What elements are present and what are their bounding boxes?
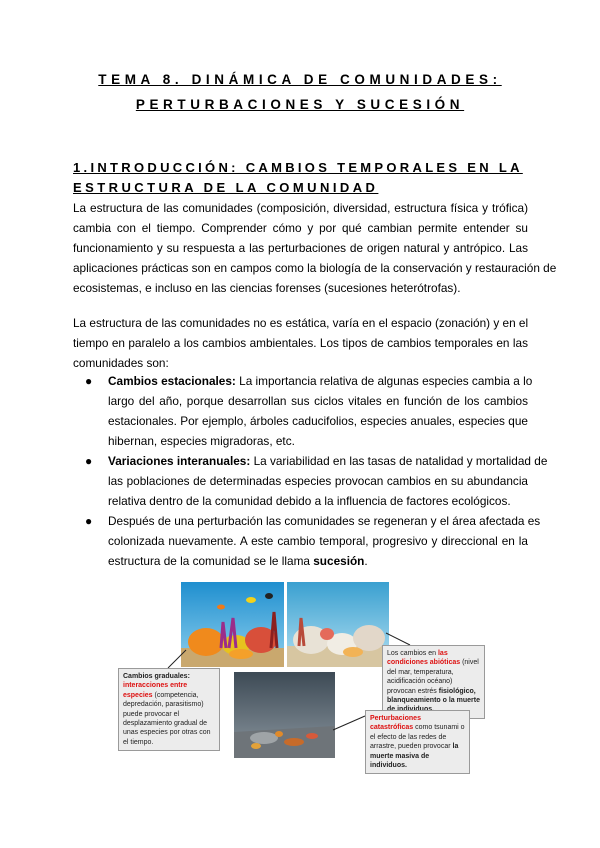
callout-text: (competencia, depredación, parasitismo) puede provocar el desplazamiento gradual de unas especies por otras con el tiempo. (123, 691, 211, 746)
paragraph-line: La estructura de las comunidades (composición, diversidad, estructura física y trófica) (73, 201, 528, 215)
section-heading-line2: ESTRUCTURA DE LA COMUNIDAD (73, 180, 379, 195)
succession-term: sucesión (313, 554, 365, 568)
document-title-line1: TEMA 8. DINÁMICA DE COMUNIDADES: (98, 72, 502, 87)
bullet-text: las poblaciones de determinadas especies provocan cambios en su abundancia (108, 474, 528, 488)
bullet-icon: ● (85, 454, 93, 468)
callout-text: como tsunami o el efecto de las redes de arrastre, pueden provocar (370, 724, 465, 751)
callout-text: (nivel del mar, temperatura, acidificación océano) provocan estrés (387, 659, 479, 695)
bullet-icon: ● (85, 514, 93, 528)
paragraph-line: La estructura de las comunidades no es estática, varía en el espacio (zonación) y en el (73, 316, 529, 330)
bullet-text: colonizada nuevamente. A este cambio temporal, progresivo y direccional en la (108, 534, 528, 548)
bullet-text: relativa dentro de la comunidad debido a la influencia de factores ecológicos. (108, 494, 511, 508)
callout-highlight: interacciones entre especies (123, 682, 188, 699)
paragraph-line: funcionamiento y su respuesta a las perturbaciones de origen natural y antrópico. Las (73, 241, 528, 255)
callout-emphasis: fisiológico, blanqueamiento o la muerte (387, 687, 480, 705)
bullet-text: La variabilidad en las tasas de natalidad y mortalidad de (250, 454, 548, 468)
bullet-term: Cambios estacionales: (108, 374, 236, 388)
bullet-term: Variaciones interanuales: (108, 454, 251, 468)
bullet-text: estructura de la comunidad se le llama (108, 554, 314, 568)
section-heading-line1: 1.INTRODUCCIÓN: CAMBIOS TEMPORALES EN LA (73, 160, 523, 175)
paragraph-line: cambia con el tiempo. Comprender cómo y por qué cambian permite entender su (73, 221, 528, 235)
right-top-connector-line (386, 633, 410, 645)
bullet-icon: ● (85, 374, 93, 388)
abiotic-changes-callout (382, 645, 485, 719)
bullet-text: estacionales. Por ejemplo, árboles caducifolios, especies anuales, especies que (108, 414, 528, 428)
paragraph-line: tiempo en paralelo a los cambios ambientales. Los tipos de cambios temporales en las (73, 336, 528, 350)
document-title-line2: PERTURBACIONES Y SUCESIÓN (135, 97, 465, 112)
callout-emphasis: la muerte masiva de individuos. (370, 743, 459, 770)
callout-text: Los cambios en (387, 650, 438, 657)
bullet-text: La importancia relativa de algunas especies cambia a lo (235, 374, 533, 388)
paragraph-line: ecosistemas, e incluso en las ciencias forenses (sucesiones heterótrofas). (73, 281, 461, 295)
bullet-text: Después de una perturbación las comunidades se regeneran y el área afectada es (108, 514, 541, 528)
bullet-text: hibernan, especies migradoras, etc. (108, 434, 295, 448)
paragraph-line: aplicaciones prácticas son en campos como la biología de la conservación y restauración de (73, 261, 557, 275)
gradual-changes-callout (118, 668, 220, 751)
paragraph-line: comunidades son: (73, 356, 169, 370)
right-bottom-connector-line (333, 716, 365, 730)
catastrophic-callout (365, 710, 470, 774)
callout-highlight: las condiciones abióticas (387, 650, 461, 667)
bullet-text: largo del año, porque desarrollan sus ciclos vitales en función de los cambios (108, 394, 528, 408)
callout-highlight: Perturbaciones catastróficas (370, 715, 421, 732)
left-connector-line (168, 650, 186, 668)
bullet-text-tail: . (364, 554, 368, 568)
callout-label: Cambios graduales: (123, 673, 190, 680)
